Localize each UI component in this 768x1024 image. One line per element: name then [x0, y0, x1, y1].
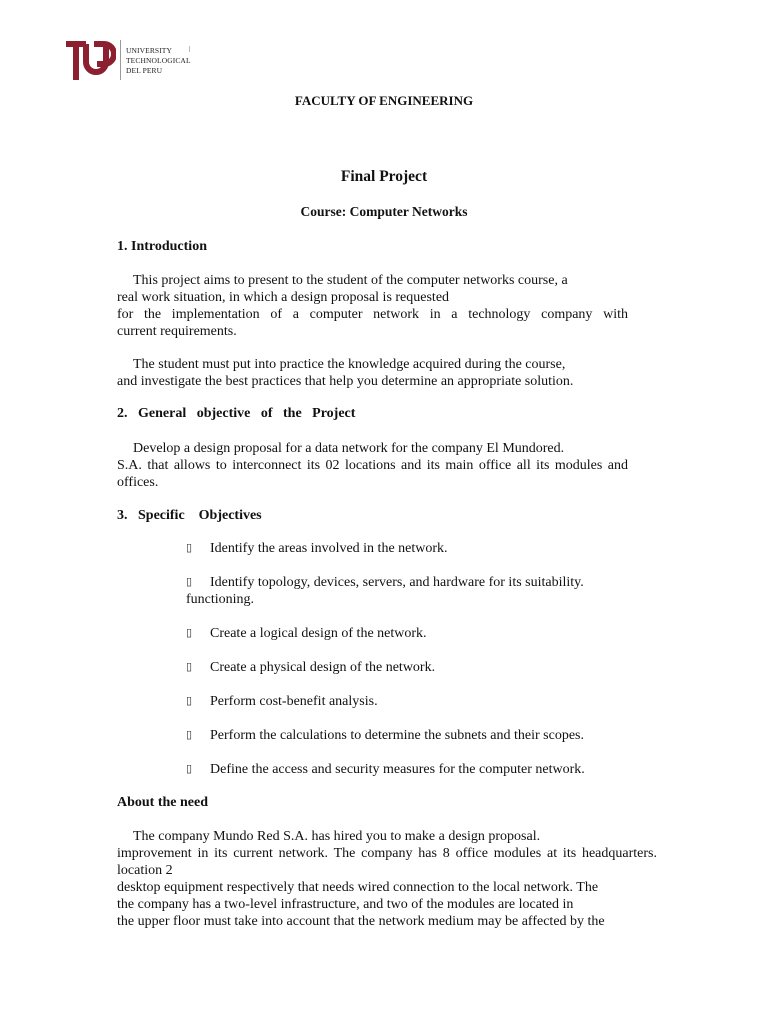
bullet-box-icon: ▯	[186, 576, 193, 588]
about-the-need-paragraph	[117, 828, 657, 930]
logo-line: UNIVERSITY	[126, 46, 172, 55]
course-subtitle: Course: Computer Networks	[300, 204, 468, 219]
section-heading-general-objective: 2. General objective of the Project	[117, 406, 356, 421]
faculty-heading: FACULTY OF ENGINEERING	[294, 93, 474, 108]
text-line: the company has a two-level infrastructure, and two of the modules are located in	[117, 897, 574, 912]
logo-line: DEL PERU	[126, 66, 163, 75]
introduction-paragraph-1	[117, 272, 628, 340]
section-heading-specific-objectives: 3. Specific Objectives	[117, 508, 262, 523]
logo-wordmark	[126, 46, 191, 76]
bullet-box-icon: ▯	[186, 542, 193, 554]
text-line: The student must put into practice the knowledge acquired during the course,	[133, 357, 566, 372]
objective-list-item	[186, 659, 435, 676]
bullet-box-icon: ▯	[186, 695, 193, 707]
text-line: This project aims to present to the student of the computer networks course, a	[133, 273, 568, 288]
logo-line: TECHNOLOGICAL	[126, 56, 191, 65]
section-heading-about-the-need: About the need	[117, 795, 209, 810]
objective-text: Define the access and security measures for the computer network.	[210, 762, 585, 777]
document-title: Final Project	[340, 168, 428, 185]
text-line: location 2	[117, 863, 173, 878]
text-line: real work situation, in which a design proposal is requested	[117, 290, 450, 305]
objective-text: Create a logical design of the network.	[210, 626, 427, 641]
text-line: current requirements.	[117, 324, 237, 339]
bullet-box-icon: ▯	[186, 627, 193, 639]
text-line: for the implementation of a computer network in a technology company with	[117, 307, 628, 322]
objective-list-item	[186, 693, 378, 710]
objective-text-continuation: functioning.	[186, 592, 255, 607]
objective-text: Perform cost-benefit analysis.	[210, 694, 378, 709]
text-line: improvement in its current network. The company has 8 office modules at its headquarters.	[117, 846, 657, 861]
text-line: and investigate the best practices that help you determine an appropriate solution.	[117, 374, 574, 389]
introduction-paragraph-2	[117, 356, 628, 390]
objective-list-item	[186, 540, 448, 557]
objective-list-item	[186, 574, 584, 591]
bullet-box-icon: ▯	[186, 729, 193, 741]
objective-list-item	[186, 761, 585, 778]
text-line: offices.	[117, 475, 159, 490]
objective-list-item	[186, 625, 427, 642]
objective-text: Create a physical design of the network.	[210, 660, 436, 675]
objective-text: Identify topology, devices, servers, and hardware for its suitability.	[210, 575, 584, 590]
text-line: the upper floor must take into account that the network medium may be affected by the	[117, 914, 605, 929]
bullet-box-icon: ▯	[186, 763, 193, 775]
objective-text: Identify the areas involved in the network.	[210, 541, 448, 556]
section-heading-introduction: 1. Introduction	[117, 239, 207, 254]
bullet-box-icon: ▯	[186, 661, 193, 673]
objective-list-item	[186, 727, 584, 744]
objective-text: Perform the calculations to determine the subnets and their scopes.	[210, 728, 585, 743]
general-objective-paragraph	[117, 440, 628, 491]
text-line: Develop a design proposal for a data network for the company El Mundored.	[133, 441, 565, 456]
logo-divider	[120, 40, 121, 80]
text-line: desktop equipment respectively that needs wired connection to the local network. The	[117, 880, 599, 895]
utp-logo-mark	[64, 40, 116, 82]
text-line: The company Mundo Red S.A. has hired you to make a design proposal.	[133, 829, 541, 844]
text-line: S.A. that allows to interconnect its 02 locations and its main office all its modules and	[117, 458, 628, 473]
